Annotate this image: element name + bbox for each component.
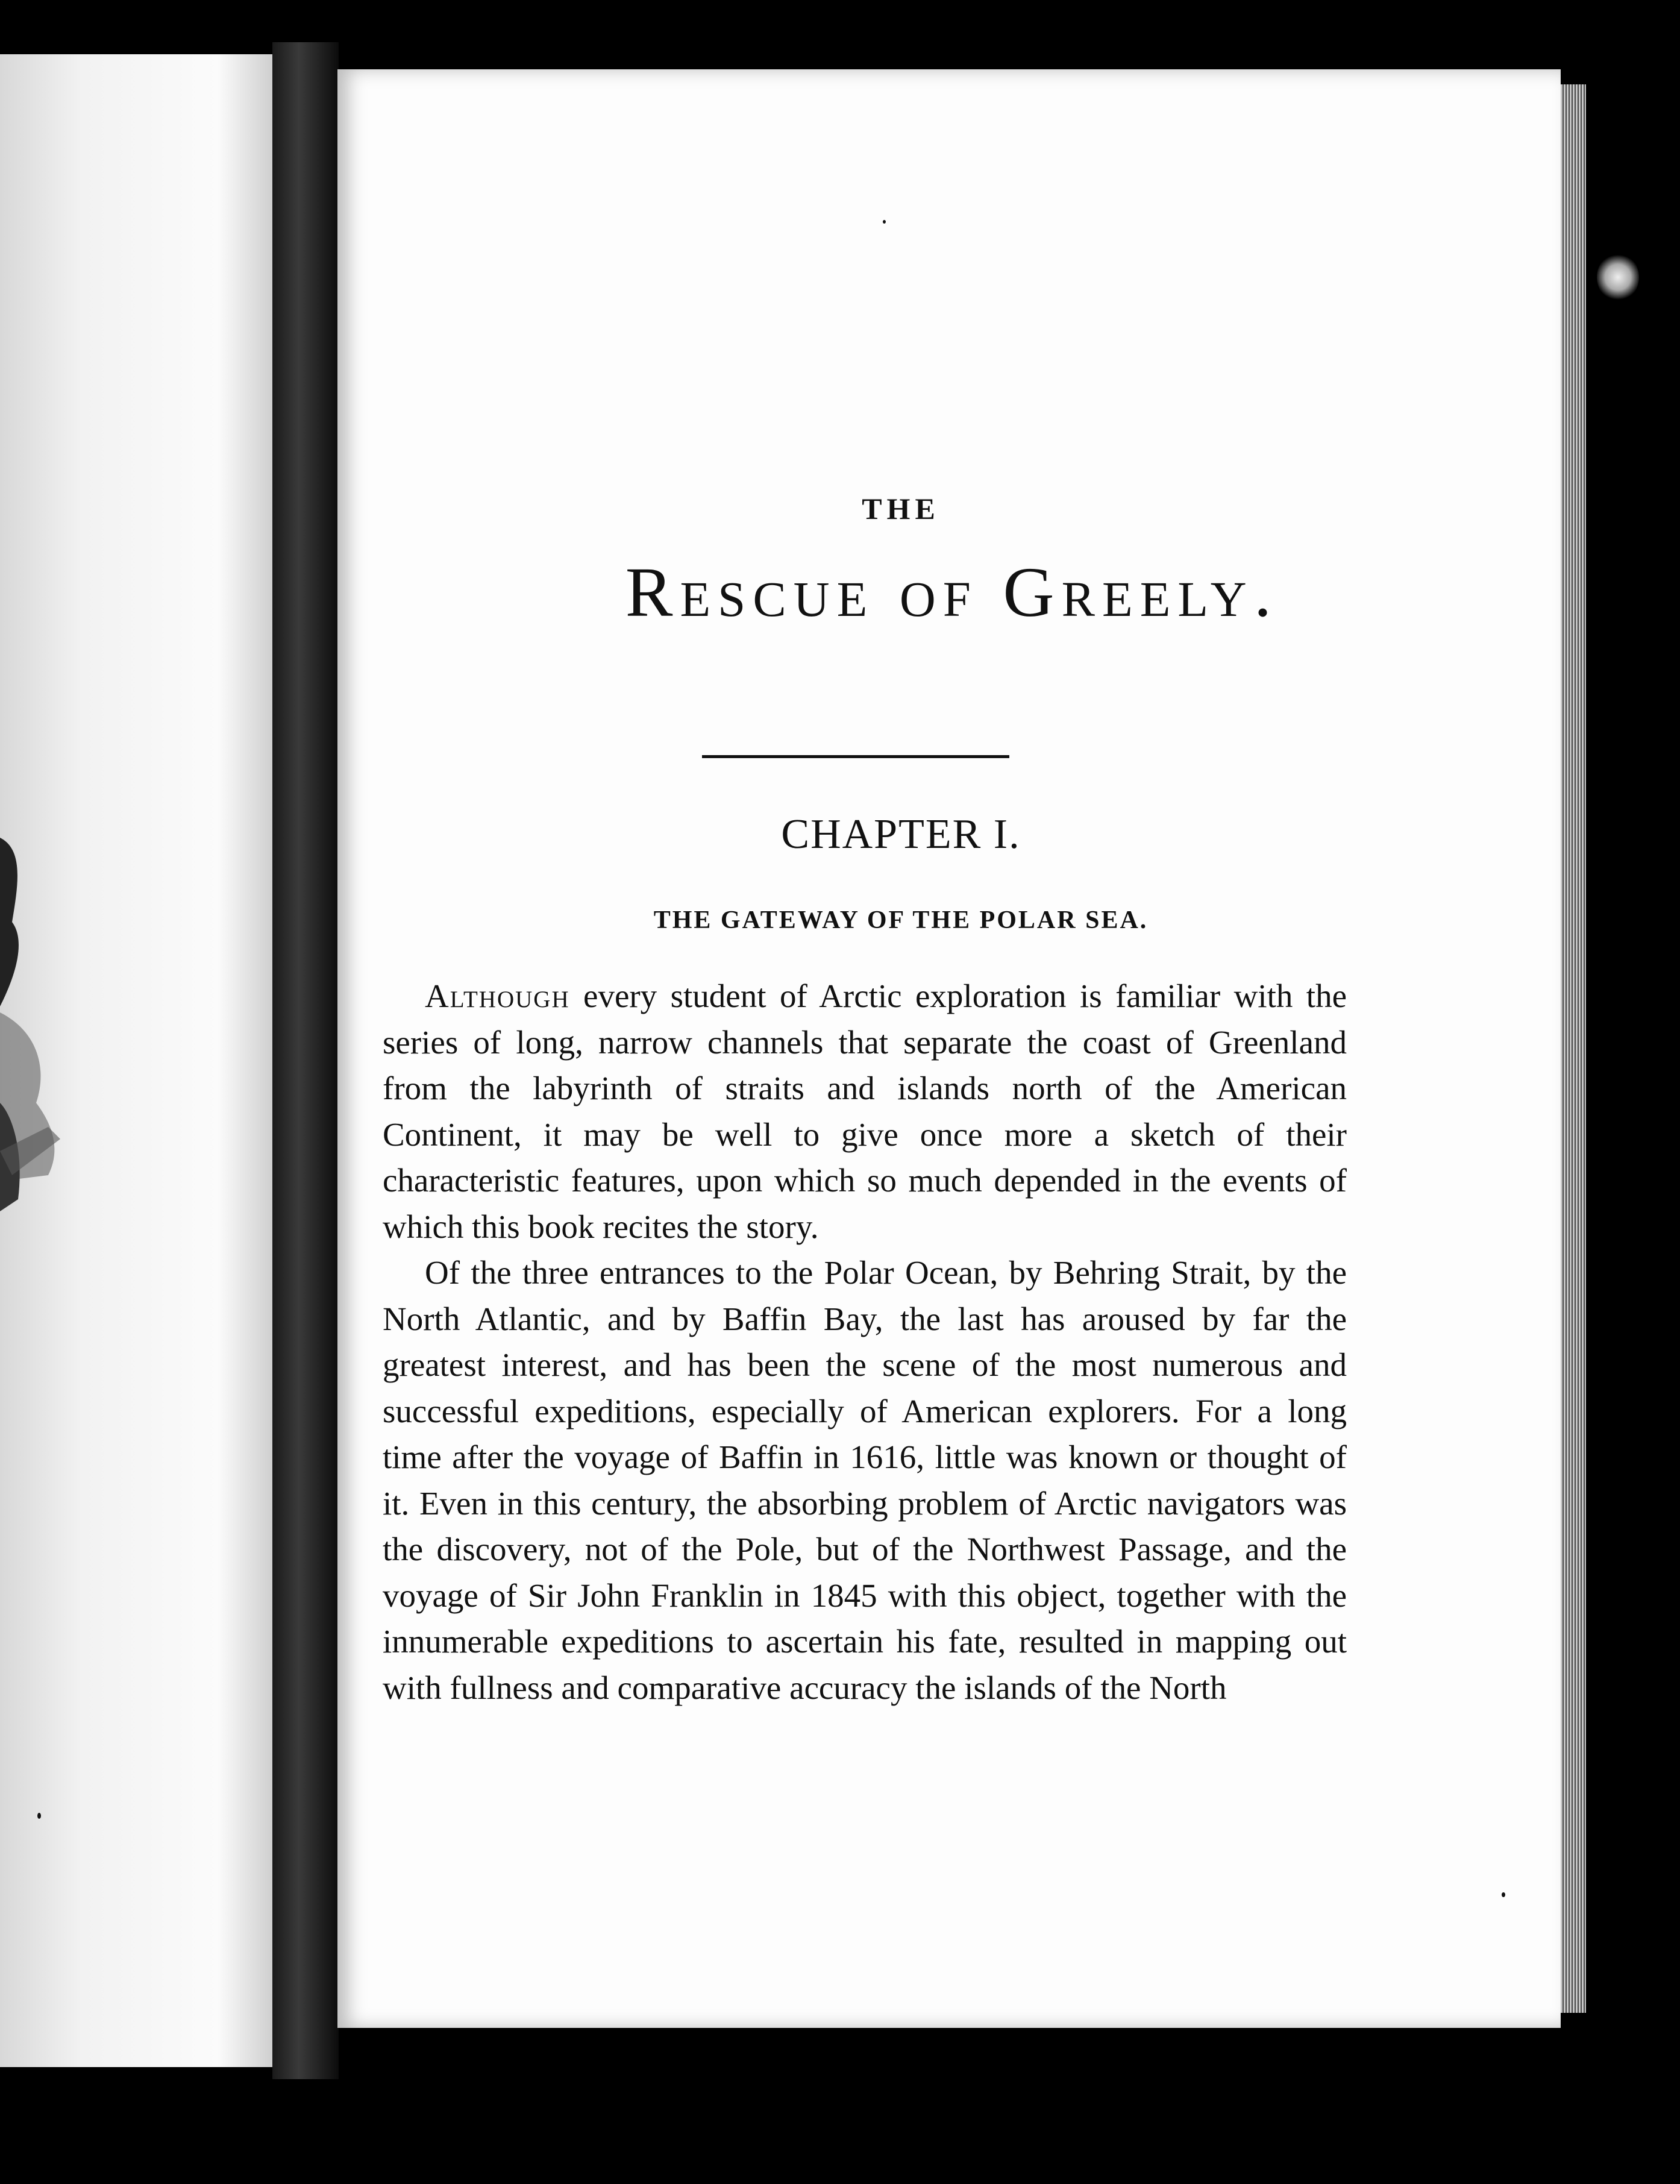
edge-stain — [1597, 253, 1639, 301]
book-title: Rescue of Greely. — [625, 553, 1279, 632]
ink-speck — [1502, 1892, 1505, 1897]
book-page — [337, 69, 1561, 2028]
engraving-fragment — [0, 814, 66, 1235]
body-text — [383, 973, 1347, 1711]
chapter-title: THE GATEWAY OF THE POLAR SEA. — [653, 906, 1149, 934]
drop-word: Although — [425, 977, 570, 1014]
facing-page — [0, 54, 272, 2067]
paragraph-1 — [383, 973, 1347, 1250]
paragraph-2: Of the three entrances to the Polar Ocean, by Behring Strait, by the North Atlantic, and by Baffin Bay, the last has aroused by far the greatest interest, and has been the scene of the most numerous and successful expeditions, especially of American explorers. For a long time after the voyage of Baffin in 1616, little was known or thought of it. Even in this century, the absorbing problem of Arctic navigators was the discovery, not of the Pole, but of the Northwest Passage, and the voyage of Sir John Franklin in 1845 with this object, together with the innumerable expeditions to ascertain his fate, resulted in mapping out with fullness and comparative accuracy the islands of the North — [383, 1254, 1347, 1706]
book-gutter — [272, 42, 339, 2079]
paragraph-1-text: every student of Arctic exploration is familiar with the series of long, narrow channels that separate the coast of Greenland from the labyrinth of straits and islands north of the American Continent, it may be well to give once more a sketch of their characteristic features, upon which so much depended in the events of which this book recites the story. — [383, 977, 1347, 1245]
page-content — [337, 69, 1561, 2028]
chapter-heading: CHAPTER I. — [781, 811, 1021, 858]
title-article: THE — [862, 492, 940, 526]
page-edges — [1561, 84, 1586, 2013]
title-rule — [702, 755, 1009, 758]
ink-speck — [883, 220, 886, 224]
ink-speck — [37, 1813, 41, 1819]
